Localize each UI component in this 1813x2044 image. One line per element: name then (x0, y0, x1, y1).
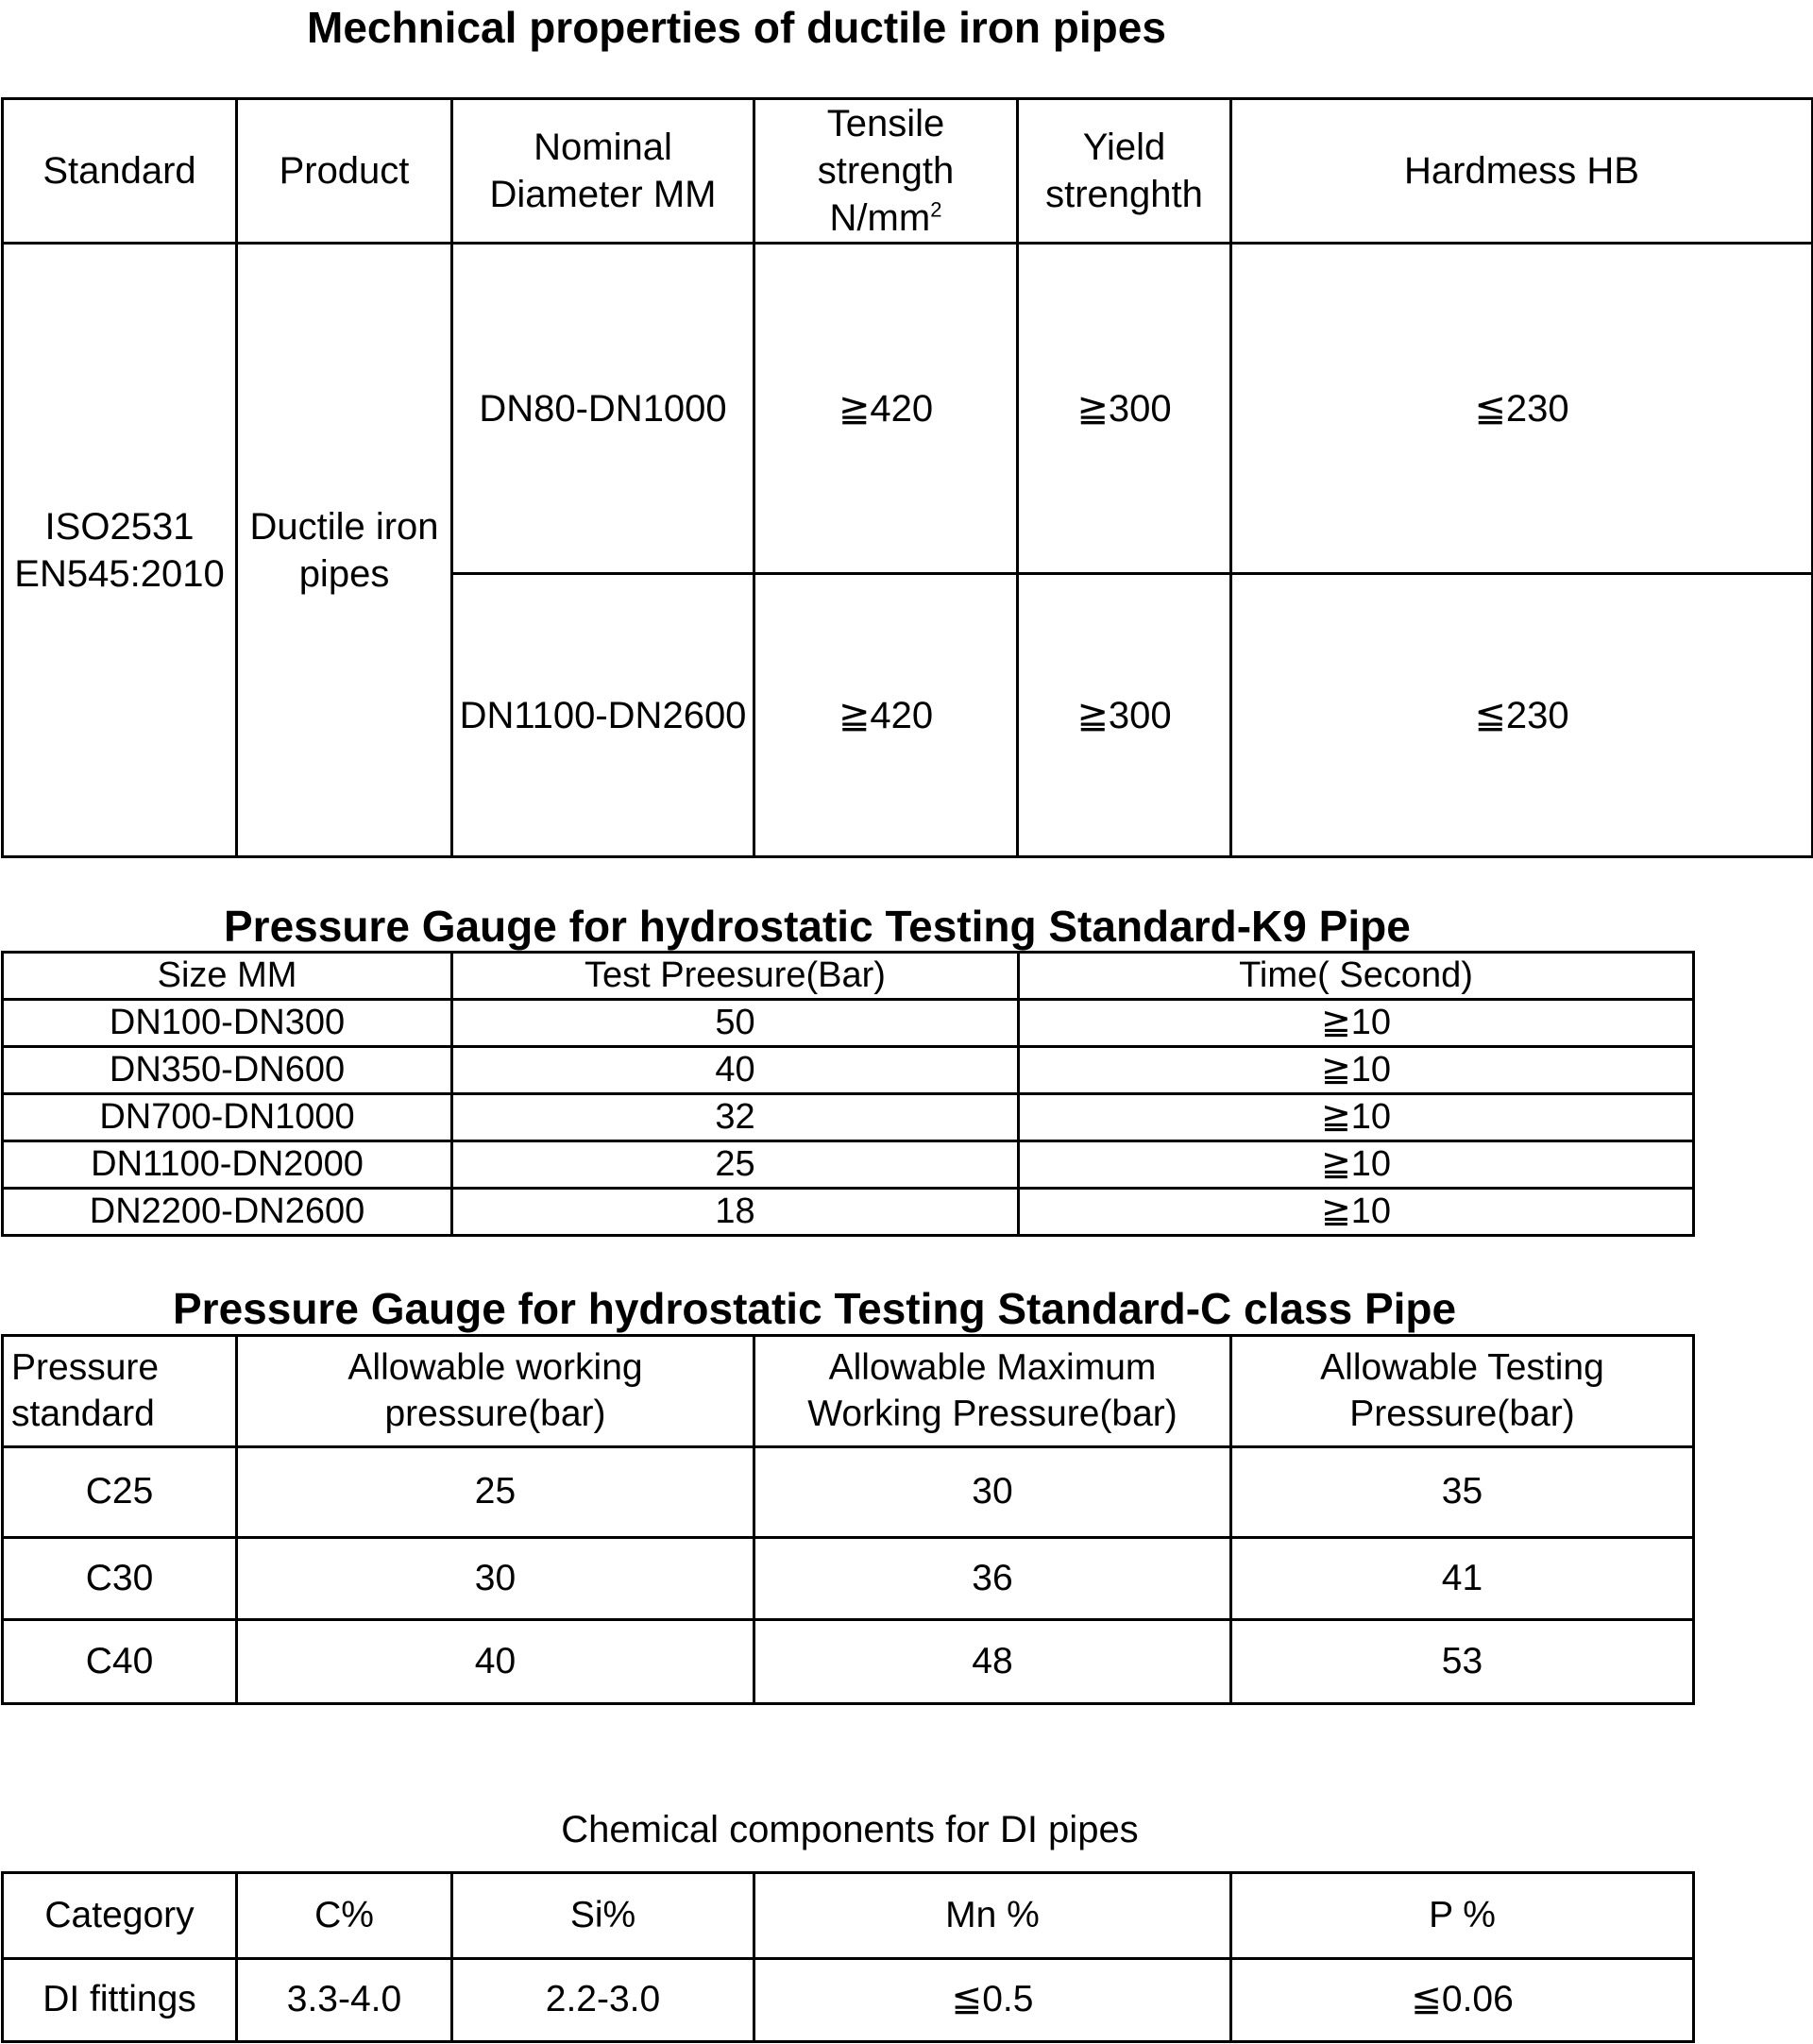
pressure-cell: 50 (452, 1000, 1019, 1047)
time-cell: ≧10 (1019, 1000, 1694, 1047)
hardness-cell: ≦230 (1231, 574, 1813, 857)
standard-cell (3, 244, 237, 857)
table-row (3, 244, 1813, 574)
standard-line2: EN545:2010 (14, 552, 225, 595)
header-working-line2: pressure(bar) (384, 1393, 606, 1434)
product-line1: Ductile iron (249, 505, 439, 548)
cclass-title: Pressure Gauge for hydrostatic Testing Standard-C class Pipe (173, 1284, 1457, 1333)
header-pressure-standard-line2: standard (11, 1393, 155, 1434)
working-cell: 30 (237, 1538, 754, 1620)
table-row (3, 1189, 1694, 1236)
size-cell: DN100-DN300 (3, 1000, 452, 1047)
table-row (3, 1094, 1694, 1141)
phosphorus-cell: ≦0.06 (1231, 1959, 1694, 2042)
k9-pressure-table (1, 951, 1695, 1237)
header-carbon: C% (237, 1873, 452, 1959)
size-cell: DN700-DN1000 (3, 1094, 452, 1141)
header-nominal-line1: Nominal (534, 127, 672, 168)
mechanical-title: Mechnical properties of ductile iron pipes (307, 3, 1166, 52)
maximum-cell: 36 (754, 1538, 1231, 1620)
header-manganese: Mn % (754, 1873, 1231, 1959)
yield-cell: ≧300 (1018, 244, 1231, 574)
table-row (3, 1447, 1694, 1538)
table-row (3, 1538, 1694, 1620)
header-yield-line2: strenghth (1045, 174, 1203, 215)
table-row (3, 1141, 1694, 1189)
size-cell: DN350-DN600 (3, 1047, 452, 1094)
table-row (3, 1959, 1694, 2042)
size-cell: DN1100-DN2000 (3, 1141, 452, 1189)
yield-cell: ≧300 (1018, 574, 1231, 857)
testing-cell: 53 (1231, 1620, 1694, 1704)
header-tensile-strength (754, 99, 1018, 244)
header-tensile-unit: N/mm (829, 197, 931, 239)
header-testing-line1: Allowable Testing (1320, 1346, 1604, 1388)
category-cell: DI fittings (3, 1959, 237, 2042)
header-time: Time( Second) (1019, 953, 1694, 1000)
header-pressure-standard-line1: Pressure (11, 1346, 160, 1388)
standard-cell: C25 (3, 1447, 237, 1538)
header-yield-strength (1018, 99, 1231, 244)
header-allowable-testing (1231, 1336, 1694, 1447)
chemical-components-table (1, 1871, 1695, 2043)
header-maximum-line2: Working Pressure(bar) (807, 1393, 1178, 1434)
silicon-cell: 2.2-3.0 (452, 1959, 754, 2042)
diameter-cell: DN1100-DN2600 (452, 574, 754, 857)
header-allowable-working (237, 1336, 754, 1447)
table-header-row (3, 953, 1694, 1000)
table-row (3, 1047, 1694, 1094)
header-testing-line2: Pressure(bar) (1349, 1393, 1575, 1434)
header-category: Category (3, 1873, 237, 1959)
maximum-cell: 30 (754, 1447, 1231, 1538)
product-cell (237, 244, 452, 857)
pressure-cell: 32 (452, 1094, 1019, 1141)
header-size: Size MM (3, 953, 452, 1000)
table-row (3, 1620, 1694, 1704)
tensile-cell: ≧420 (754, 244, 1018, 574)
header-test-pressure: Test Preesure(Bar) (452, 953, 1019, 1000)
header-yield-line1: Yield (1082, 127, 1166, 168)
product-line2: pipes (298, 552, 390, 595)
working-cell: 25 (237, 1447, 754, 1538)
table-header-row (3, 1873, 1694, 1959)
header-product: Product (237, 99, 452, 244)
pressure-cell: 18 (452, 1189, 1019, 1236)
time-cell: ≧10 (1019, 1047, 1694, 1094)
header-nominal-line2: Diameter MM (489, 174, 717, 215)
time-cell: ≧10 (1019, 1141, 1694, 1189)
table-header-row (3, 1336, 1694, 1447)
time-cell: ≧10 (1019, 1189, 1694, 1236)
cclass-pressure-table (1, 1334, 1695, 1705)
header-tensile-line2: strength (817, 150, 955, 192)
header-tensile-line1: Tensile (826, 103, 945, 144)
header-tensile-unit-exponent: 2 (930, 197, 942, 222)
tensile-cell: ≧420 (754, 574, 1018, 857)
testing-cell: 35 (1231, 1447, 1694, 1538)
table-header-row (3, 99, 1813, 244)
header-hardness: Hardmess HB (1231, 99, 1813, 244)
working-cell: 40 (237, 1620, 754, 1704)
diameter-cell: DN80-DN1000 (452, 244, 754, 574)
time-cell: ≧10 (1019, 1094, 1694, 1141)
maximum-cell: 48 (754, 1620, 1231, 1704)
standard-line1: ISO2531 (44, 505, 195, 548)
hardness-cell: ≦230 (1231, 244, 1813, 574)
carbon-cell: 3.3-4.0 (237, 1959, 452, 2042)
chemical-title: Chemical components for DI pipes (561, 1809, 1139, 1850)
manganese-cell: ≦0.5 (754, 1959, 1231, 2042)
header-nominal-diameter (452, 99, 754, 244)
header-working-line1: Allowable working (347, 1346, 643, 1388)
mechanical-properties-table (1, 97, 1813, 858)
table-row (3, 1000, 1694, 1047)
pressure-cell: 25 (452, 1141, 1019, 1189)
testing-cell: 41 (1231, 1538, 1694, 1620)
header-standard: Standard (3, 99, 237, 244)
pressure-cell: 40 (452, 1047, 1019, 1094)
header-maximum-line1: Allowable Maximum (828, 1346, 1157, 1388)
header-pressure-standard (3, 1336, 237, 1447)
header-phosphorus: P % (1231, 1873, 1694, 1959)
header-silicon: Si% (452, 1873, 754, 1959)
k9-title: Pressure Gauge for hydrostatic Testing Standard-K9 Pipe (224, 902, 1411, 951)
size-cell: DN2200-DN2600 (3, 1189, 452, 1236)
standard-cell: C40 (3, 1620, 237, 1704)
header-allowable-maximum (754, 1336, 1231, 1447)
standard-cell: C30 (3, 1538, 237, 1620)
